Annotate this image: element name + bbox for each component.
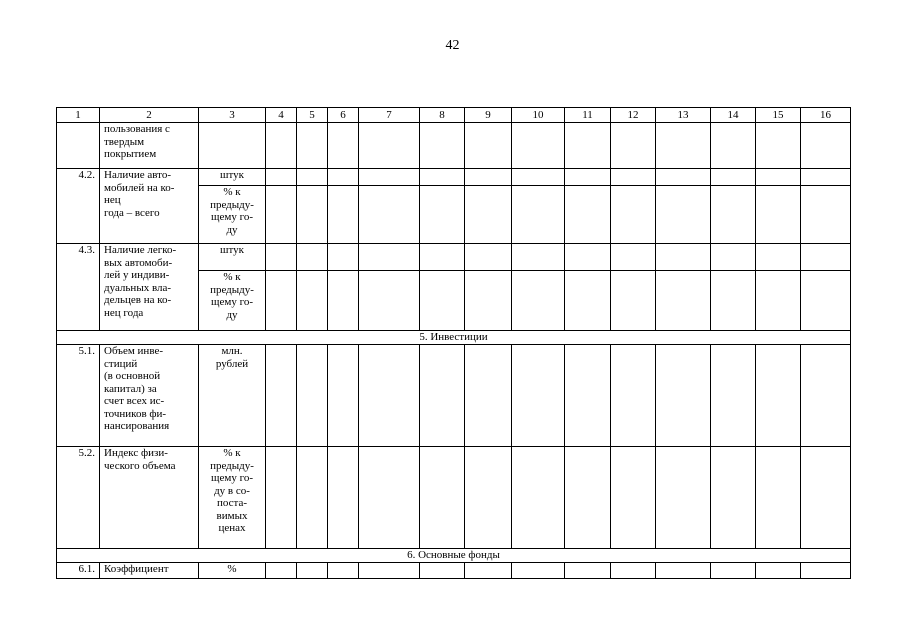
section-title: 5. Инвестиции xyxy=(57,331,851,345)
value-cell xyxy=(801,345,851,447)
value-cell xyxy=(420,447,465,549)
table-row xyxy=(57,123,851,169)
value-cell xyxy=(711,169,756,186)
value-cell xyxy=(711,123,756,169)
value-cell xyxy=(266,345,297,447)
indicator-name: Индекс физи- ческого объема xyxy=(100,447,199,549)
value-cell xyxy=(297,345,328,447)
value-cell xyxy=(801,271,851,331)
table-row xyxy=(57,169,851,186)
value-cell xyxy=(328,345,359,447)
table-row xyxy=(57,447,851,549)
col-number: 15 xyxy=(756,108,801,123)
col-number: 1 xyxy=(57,108,100,123)
value-cell xyxy=(711,271,756,331)
value-cell xyxy=(656,186,711,244)
col-number: 7 xyxy=(359,108,420,123)
value-cell xyxy=(611,447,656,549)
value-cell xyxy=(328,169,359,186)
value-cell xyxy=(465,186,512,244)
value-cell xyxy=(565,563,611,579)
value-cell xyxy=(328,186,359,244)
table-row xyxy=(57,244,851,271)
value-cell xyxy=(420,345,465,447)
unit-cell xyxy=(199,123,266,169)
col-number: 10 xyxy=(512,108,565,123)
indicator-name: Наличие авто- мобилей на ко- нец года – всего xyxy=(100,169,199,244)
indicators-table xyxy=(56,107,851,579)
value-cell xyxy=(801,563,851,579)
value-cell xyxy=(266,244,297,271)
value-cell xyxy=(297,244,328,271)
value-cell xyxy=(297,169,328,186)
value-cell xyxy=(297,186,328,244)
value-cell xyxy=(297,563,328,579)
page-number: 42 xyxy=(445,38,460,53)
value-cell xyxy=(420,169,465,186)
value-cell xyxy=(359,563,420,579)
value-cell xyxy=(465,244,512,271)
value-cell xyxy=(465,345,512,447)
value-cell xyxy=(801,123,851,169)
value-cell xyxy=(756,563,801,579)
value-cell xyxy=(656,244,711,271)
indicator-name: Коэффициент xyxy=(100,563,199,579)
value-cell xyxy=(266,186,297,244)
value-cell xyxy=(266,563,297,579)
value-cell xyxy=(359,123,420,169)
value-cell xyxy=(711,244,756,271)
value-cell xyxy=(656,345,711,447)
col-number: 4 xyxy=(266,108,297,123)
col-number: 11 xyxy=(565,108,611,123)
value-cell xyxy=(328,447,359,549)
col-number: 13 xyxy=(656,108,711,123)
value-cell xyxy=(465,169,512,186)
unit-cell: % к предыду- щему го- ду в со- поста- вимых ценах xyxy=(199,447,266,549)
value-cell xyxy=(565,345,611,447)
value-cell xyxy=(359,186,420,244)
col-number: 9 xyxy=(465,108,512,123)
value-cell xyxy=(512,563,565,579)
value-cell xyxy=(756,169,801,186)
value-cell xyxy=(656,271,711,331)
value-cell xyxy=(565,123,611,169)
value-cell xyxy=(465,271,512,331)
value-cell xyxy=(565,244,611,271)
value-cell xyxy=(465,563,512,579)
value-cell xyxy=(328,271,359,331)
value-cell xyxy=(266,123,297,169)
value-cell xyxy=(711,186,756,244)
value-cell xyxy=(756,345,801,447)
value-cell xyxy=(611,345,656,447)
col-number: 8 xyxy=(420,108,465,123)
value-cell xyxy=(266,169,297,186)
value-cell xyxy=(565,447,611,549)
value-cell xyxy=(297,123,328,169)
value-cell xyxy=(512,271,565,331)
value-cell xyxy=(512,244,565,271)
value-cell xyxy=(611,186,656,244)
indicator-name: Наличие легко- вых автомоби- лей у индиви- дуальных вла- дельцев на ко- нец года xyxy=(100,244,199,331)
row-number: 4.3. xyxy=(57,244,100,331)
value-cell xyxy=(611,244,656,271)
row-number: 6.1. xyxy=(57,563,100,579)
value-cell xyxy=(512,186,565,244)
row-number xyxy=(57,123,100,169)
unit-cell: штук xyxy=(199,169,266,186)
unit-cell: % xyxy=(199,563,266,579)
col-number: 12 xyxy=(611,108,656,123)
value-cell xyxy=(801,244,851,271)
row-number: 5.2. xyxy=(57,447,100,549)
value-cell xyxy=(328,244,359,271)
value-cell xyxy=(266,447,297,549)
value-cell xyxy=(711,447,756,549)
value-cell xyxy=(420,244,465,271)
value-cell xyxy=(756,271,801,331)
col-number: 6 xyxy=(328,108,359,123)
value-cell xyxy=(420,563,465,579)
indicator-name: Объем инве- стиций (в основной капитал) за счет всех ис- точников фи- нансирования xyxy=(100,345,199,447)
value-cell xyxy=(801,169,851,186)
value-cell xyxy=(756,186,801,244)
value-cell xyxy=(512,169,565,186)
value-cell xyxy=(266,271,297,331)
unit-cell: штук xyxy=(199,244,266,271)
value-cell xyxy=(420,271,465,331)
value-cell xyxy=(801,447,851,549)
value-cell xyxy=(297,271,328,331)
value-cell xyxy=(711,345,756,447)
value-cell xyxy=(359,244,420,271)
unit-cell: % к предыду- щему го- ду xyxy=(199,186,266,244)
value-cell xyxy=(611,123,656,169)
section-header-row xyxy=(57,549,851,563)
value-cell xyxy=(656,447,711,549)
value-cell xyxy=(565,169,611,186)
value-cell xyxy=(512,123,565,169)
value-cell xyxy=(328,123,359,169)
value-cell xyxy=(359,447,420,549)
value-cell xyxy=(711,563,756,579)
value-cell xyxy=(512,345,565,447)
table-row xyxy=(57,563,851,579)
table-row xyxy=(57,345,851,447)
value-cell xyxy=(565,186,611,244)
value-cell xyxy=(611,563,656,579)
col-number: 3 xyxy=(199,108,266,123)
value-cell xyxy=(465,123,512,169)
value-cell xyxy=(611,169,656,186)
value-cell xyxy=(611,271,656,331)
unit-cell: млн. рублей xyxy=(199,345,266,447)
value-cell xyxy=(756,123,801,169)
col-number: 16 xyxy=(801,108,851,123)
value-cell xyxy=(359,271,420,331)
value-cell xyxy=(512,447,565,549)
value-cell xyxy=(420,186,465,244)
section-header-row xyxy=(57,331,851,345)
value-cell xyxy=(328,563,359,579)
indicator-name: пользования с твердым покрытием xyxy=(100,123,199,169)
col-number: 5 xyxy=(297,108,328,123)
value-cell xyxy=(420,123,465,169)
col-number: 14 xyxy=(711,108,756,123)
value-cell xyxy=(656,169,711,186)
value-cell xyxy=(565,271,611,331)
unit-cell: % к предыду- щему го- ду xyxy=(199,271,266,331)
value-cell xyxy=(656,563,711,579)
value-cell xyxy=(656,123,711,169)
col-number: 2 xyxy=(100,108,199,123)
section-title: 6. Основные фонды xyxy=(57,549,851,563)
value-cell xyxy=(465,447,512,549)
value-cell xyxy=(359,169,420,186)
value-cell xyxy=(359,345,420,447)
value-cell xyxy=(756,244,801,271)
value-cell xyxy=(297,447,328,549)
value-cell xyxy=(756,447,801,549)
row-number: 4.2. xyxy=(57,169,100,244)
row-number: 5.1. xyxy=(57,345,100,447)
value-cell xyxy=(801,186,851,244)
column-number-row xyxy=(57,108,851,123)
